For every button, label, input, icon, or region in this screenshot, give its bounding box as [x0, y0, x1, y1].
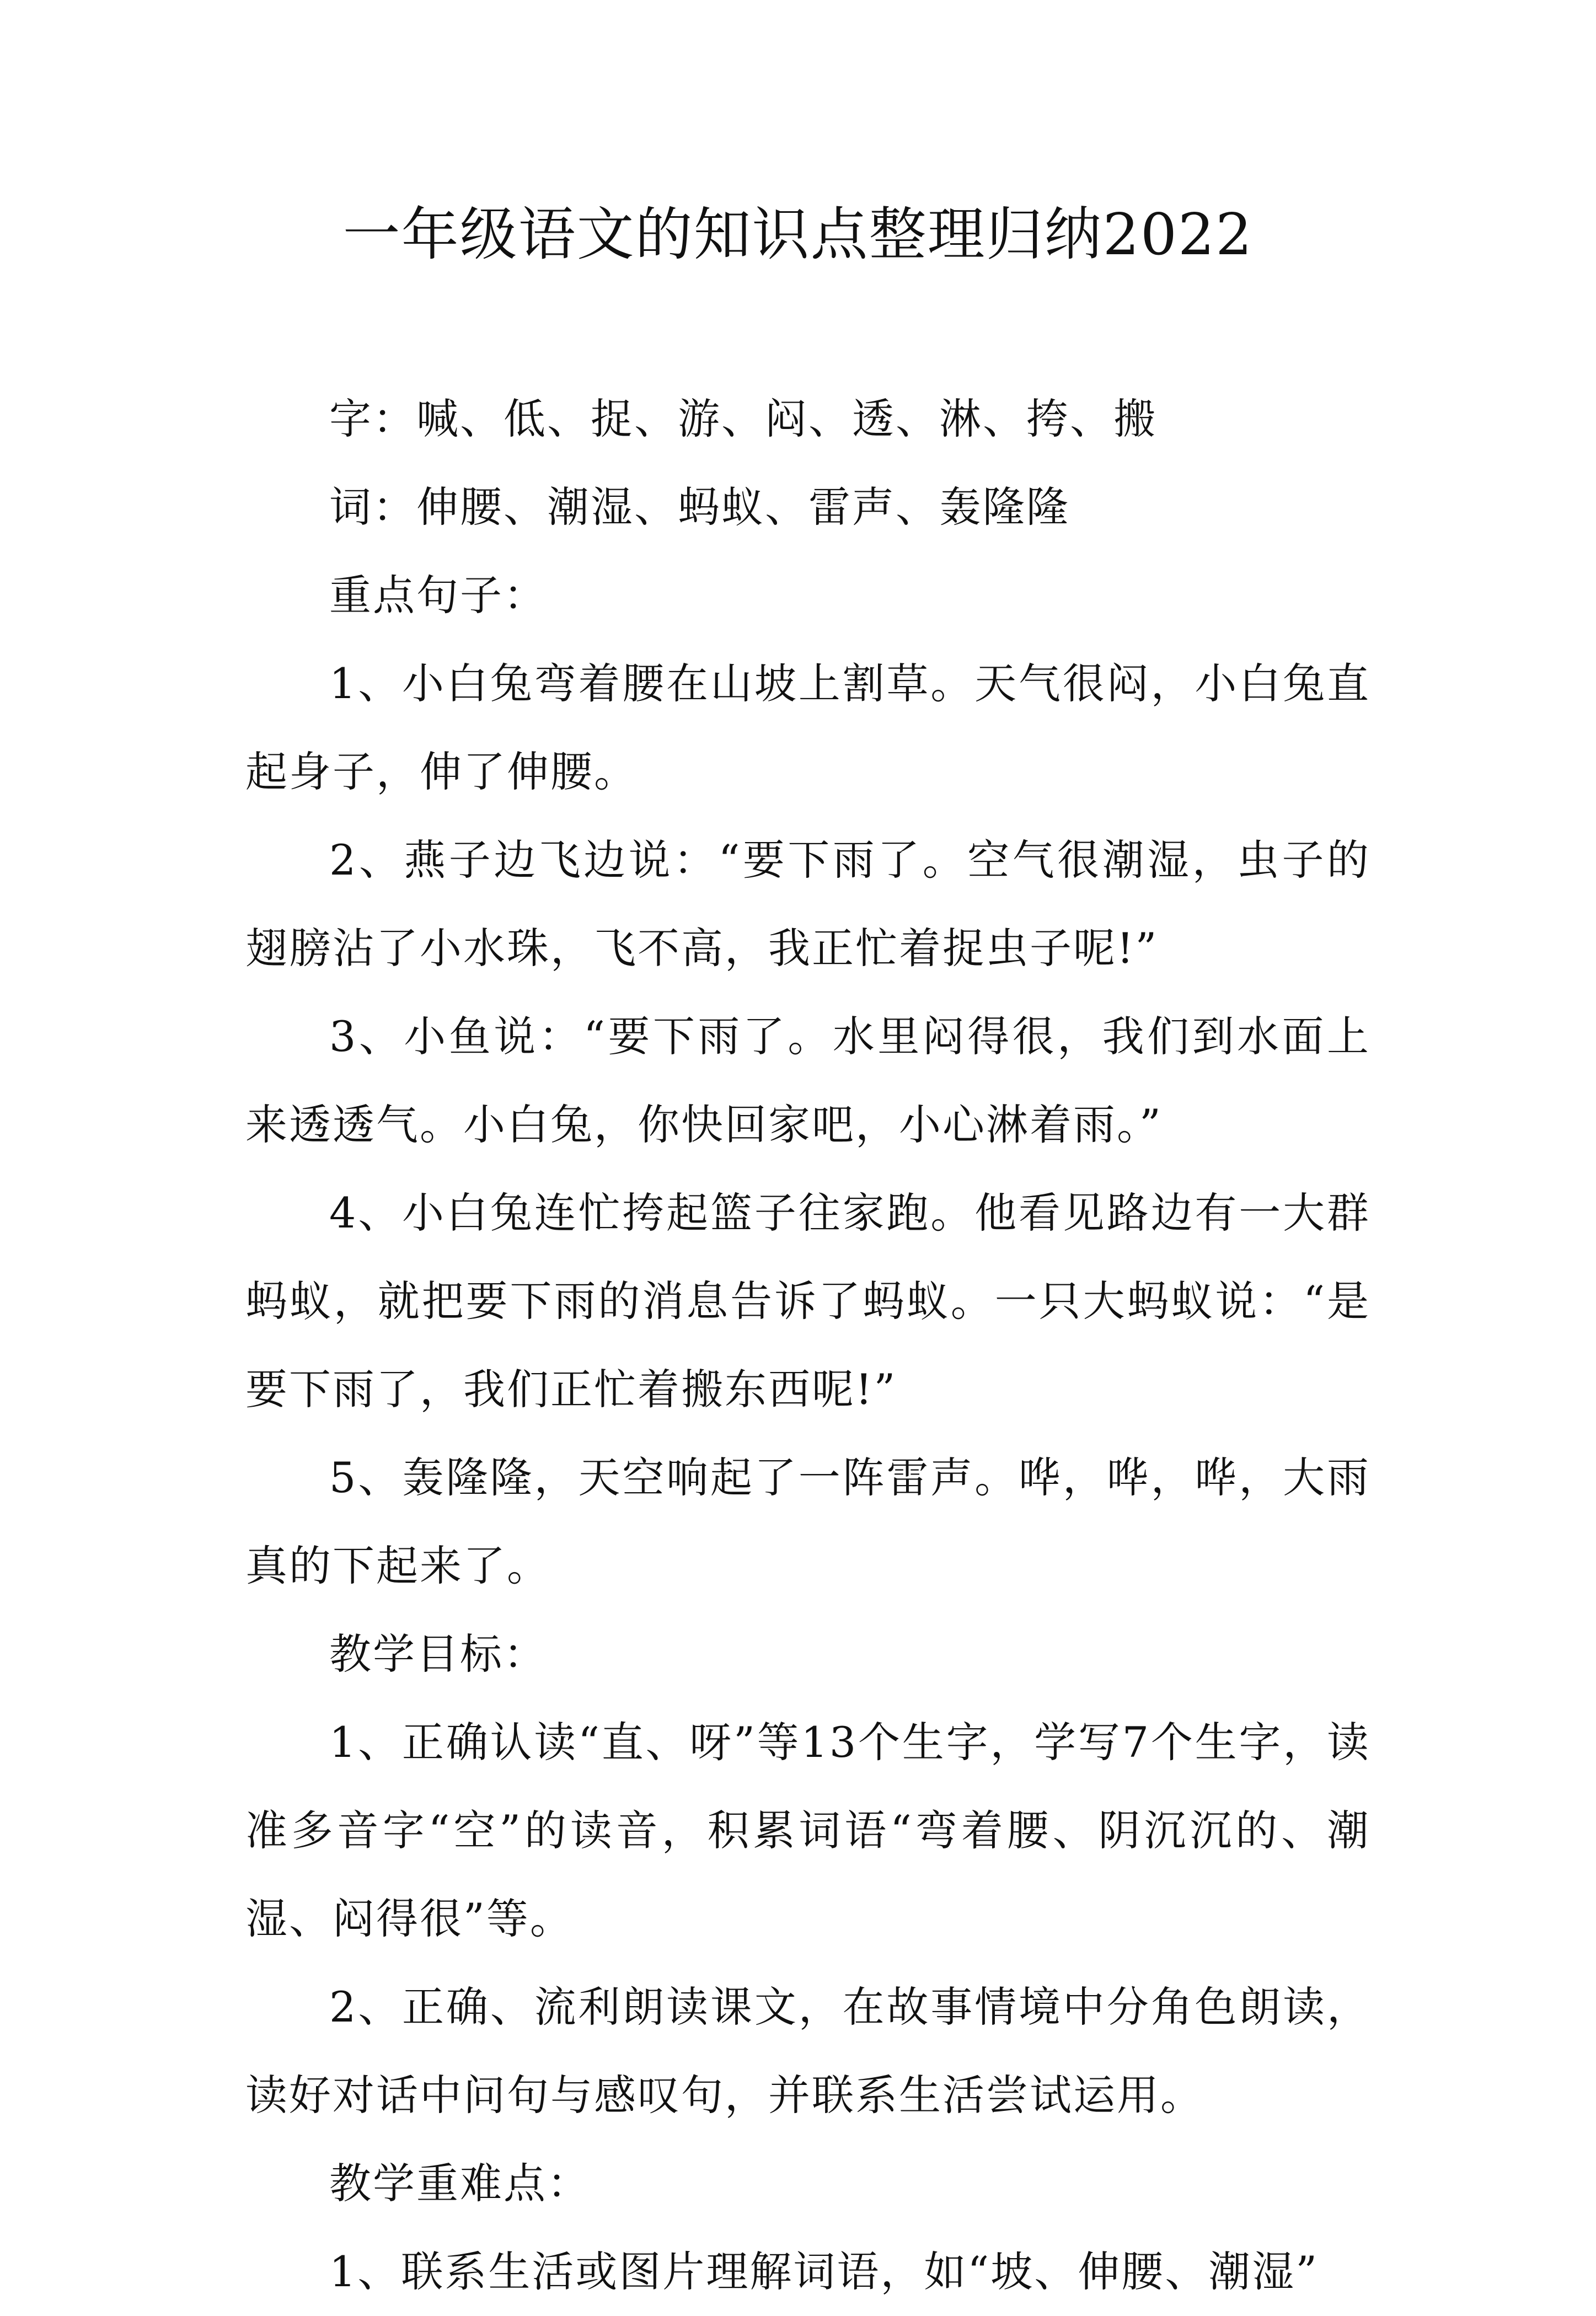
- paragraph-goal-2: 2、正确、流利朗读课文，在故事情境中分角色朗读，读好对话中问句与感叹句，并联系生活尝试运用。: [245, 1982, 1370, 2120]
- paragraph-difficulty-1: 1、联系生活或图片理解词语，如“坡、伸腰、潮湿”: [329, 2247, 1319, 2296]
- paragraph-words: 词：伸腰、潮湿、蚂蚁、雷声、轰隆隆: [329, 482, 1070, 532]
- heading-key-difficulties: 教学重难点：: [329, 2159, 591, 2208]
- paragraph-sentence-5: 5、轰隆隆，天空响起了一阵雷声。哗，哗，哗，大雨真的下起来了。: [245, 1453, 1370, 1590]
- paragraph-sentence-4: 4、小白兔连忙挎起篮子往家跑。他看见路边有一大群蚂蚁，就把要下雨的消息告诉了蚂蚁。一只大蚂蚁说：“是要下雨了，我们正忙着搬东西呢!”: [245, 1188, 1370, 1414]
- document-body: [245, 375, 1370, 2316]
- paragraph-goal-1: 1、正确认读“直、呀”等13个生字，学写7个生字，读准多音字“空”的读音，积累词语“弯着腰、阴沉沉的、潮湿、闷得很”等。: [245, 1718, 1370, 1943]
- paragraph-sentence-2: 2、燕子边飞边说：“要下雨了。空气很潮湿，虫子的翅膀沾了小水珠，飞不高，我正忙着捉虫子呢!”: [245, 835, 1370, 973]
- heading-key-sentences: 重点句子：: [329, 571, 547, 620]
- document-title: 一年级语文的知识点整理归纳2022: [342, 201, 1254, 268]
- paragraph-sentence-1: 1、小白兔弯着腰在山坡上割草。天气很闷，小白兔直起身子，伸了伸腰。: [245, 659, 1370, 796]
- paragraph-characters: 字：喊、低、捉、游、闷、透、淋、挎、搬: [329, 394, 1157, 443]
- paragraph-sentence-3: 3、小鱼说：“要下雨了。水里闷得很，我们到水面上来透透气。小白兔，你快回家吧，小心淋着雨。”: [245, 1012, 1370, 1149]
- heading-teaching-goals: 教学目标：: [329, 1629, 547, 1679]
